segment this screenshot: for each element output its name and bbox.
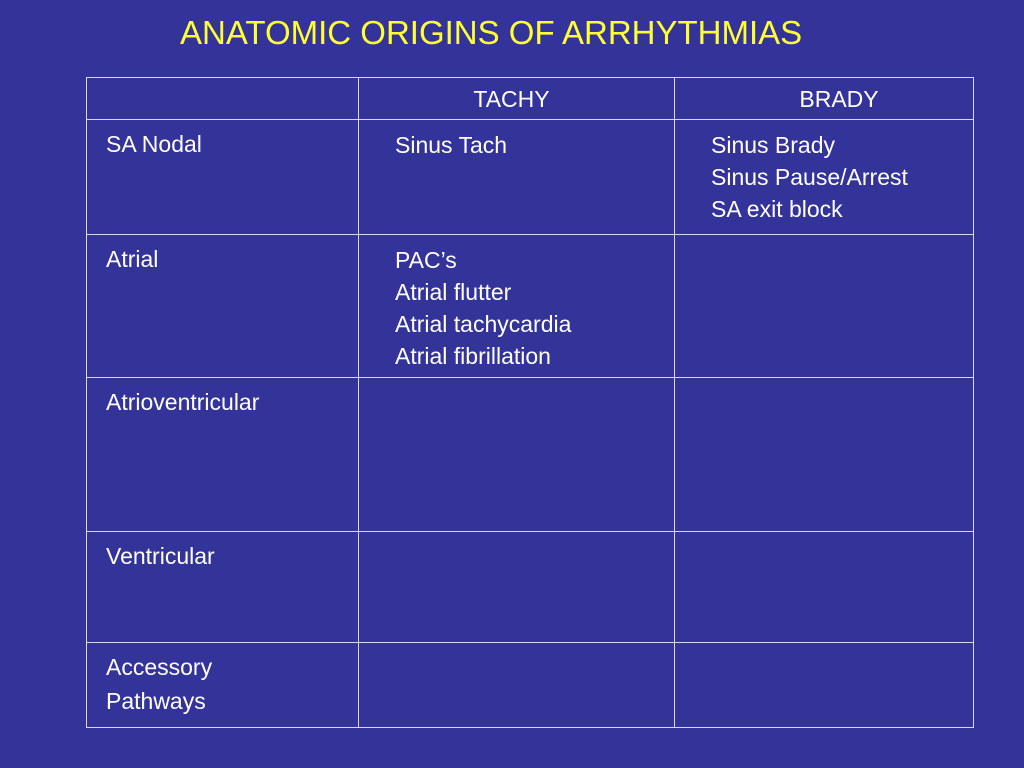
row-label-line: Atrial [106,246,159,272]
row-label-line: Pathways [106,688,206,714]
row-label-cell [87,120,359,235]
table-row-sa-nodal [87,120,974,235]
brady-list [675,120,973,225]
brady-cell-atrial [675,235,974,378]
table-row-atrial [87,235,974,378]
brady-cell-sa-nodal [675,120,974,235]
brady-item: Sinus Pause/Arrest [711,164,908,190]
tachy-cell-atrial [359,235,675,378]
tachy-item: Atrial flutter [395,279,512,305]
tachy-cell-sa-nodal [359,120,675,235]
table-row-ventricular [87,532,974,643]
header-label-brady: BRADY [799,85,879,112]
row-label-cell [87,235,359,378]
row-label-sa-nodal [87,120,358,161]
arrhythmia-origins-table [86,77,974,728]
tachy-cell-ventricular [359,532,675,643]
tachy-cell-atrioventricular [359,378,675,532]
row-label-cell [87,532,359,643]
brady-cell-atrioventricular [675,378,974,532]
brady-item: SA exit block [711,196,843,222]
header-cell-empty [87,78,359,120]
brady-item: Sinus Brady [711,132,836,158]
row-label-line: Accessory [106,654,213,680]
row-label-cell [87,643,359,728]
row-label-ventricular [87,532,358,573]
row-label-line: Atrioventricular [106,389,260,415]
tachy-item: PAC’s [395,247,457,273]
tachy-item: Sinus Tach [395,132,508,158]
brady-cell-ventricular [675,532,974,643]
table-header-row [87,78,974,120]
tachy-list [359,235,674,372]
row-label-cell [87,378,359,532]
brady-cell-accessory-pathways [675,643,974,728]
row-label-atrial [87,235,358,276]
tachy-list [359,120,674,161]
table-row-atrioventricular [87,378,974,532]
row-label-accessory-pathways [87,643,358,718]
slide-title: ANATOMIC ORIGINS OF ARRHYTHMIAS [180,14,803,51]
header-cell-tachy [359,78,675,120]
tachy-cell-accessory-pathways [359,643,675,728]
row-label-atrioventricular [87,378,358,419]
table-row-accessory-pathways [87,643,974,728]
row-label-line: Ventricular [106,543,215,569]
header-label-tachy: TACHY [473,85,550,112]
tachy-item: Atrial tachycardia [395,311,572,337]
row-label-line: SA Nodal [106,131,202,157]
header-cell-brady [675,78,974,120]
tachy-item: Atrial fibrillation [395,343,551,369]
